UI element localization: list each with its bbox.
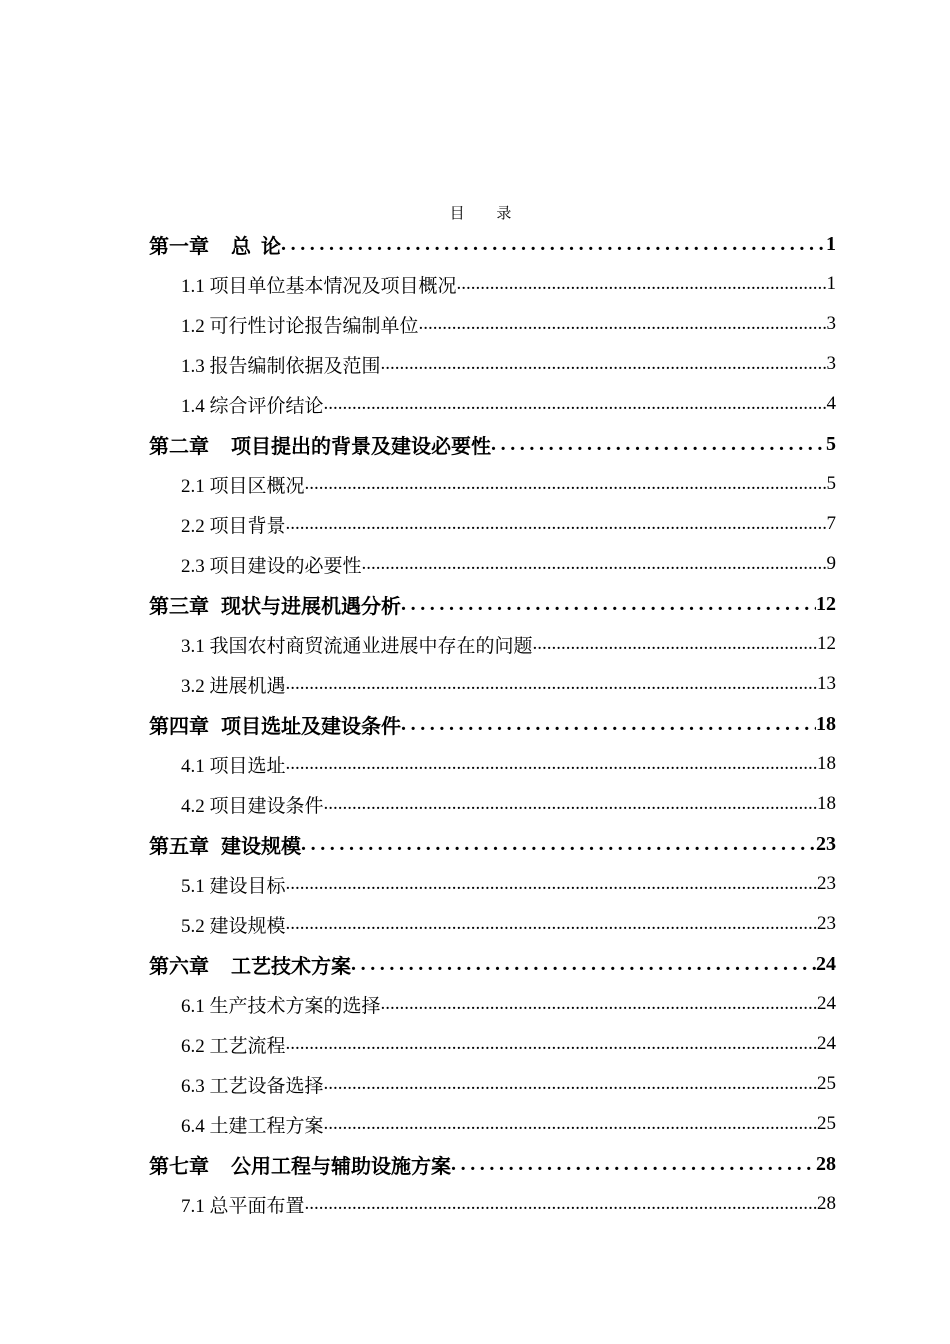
dot-leader bbox=[451, 1153, 816, 1176]
toc-entry-label bbox=[149, 1150, 451, 1179]
toc-entry-text: 1.3 报告编制依据及范围 bbox=[181, 355, 381, 377]
dot-leader bbox=[305, 473, 827, 495]
toc-entry-label bbox=[181, 1111, 324, 1138]
toc-entry-label bbox=[181, 631, 533, 658]
dot-leader bbox=[533, 633, 817, 655]
toc-page-number: 28 bbox=[816, 1152, 836, 1175]
toc-page-number: 25 bbox=[817, 1113, 836, 1134]
toc-section-entry[interactable] bbox=[149, 624, 836, 664]
toc-page-number: 23 bbox=[817, 873, 836, 894]
toc-page-number: 28 bbox=[817, 1193, 836, 1214]
toc-entry-label bbox=[181, 1071, 324, 1098]
dot-leader bbox=[305, 1193, 817, 1215]
toc-entry-text: 3.1 我国农村商贸流通业进展中存在的问题 bbox=[181, 635, 533, 657]
toc-section-entry[interactable] bbox=[149, 1064, 836, 1104]
toc-page-number: 24 bbox=[817, 1033, 836, 1054]
chapter-number: 第三章 bbox=[149, 595, 209, 618]
dot-leader bbox=[419, 313, 827, 335]
toc-page-number: 1 bbox=[826, 273, 836, 294]
dot-leader bbox=[491, 433, 826, 456]
toc-section-entry[interactable] bbox=[149, 504, 836, 544]
toc-page-number: 5 bbox=[826, 432, 836, 455]
toc-page-number: 13 bbox=[817, 673, 836, 694]
toc-entry-label bbox=[181, 791, 324, 818]
toc-entry-text: 1.1 项目单位基本情况及项目概况 bbox=[181, 275, 457, 297]
toc-page-number: 25 bbox=[817, 1073, 836, 1094]
toc-entry-label bbox=[181, 871, 286, 898]
toc-section-entry[interactable] bbox=[149, 784, 836, 824]
toc-entry-text: 6.4 土建工程方案 bbox=[181, 1115, 324, 1137]
toc-entry-label bbox=[181, 1191, 305, 1218]
toc-page-number: 23 bbox=[816, 832, 836, 855]
toc-entry-label bbox=[181, 391, 324, 418]
toc-entry-label bbox=[181, 551, 362, 578]
toc-entry-text: 4.2 项目建设条件 bbox=[181, 795, 324, 817]
toc-page-number: 18 bbox=[816, 712, 836, 735]
toc-entry-label bbox=[181, 1031, 286, 1058]
toc-entry-label bbox=[181, 671, 286, 698]
toc-page-number: 4 bbox=[826, 393, 836, 414]
toc-section-entry[interactable] bbox=[149, 264, 836, 304]
toc-page-number: 23 bbox=[817, 913, 836, 934]
toc-chapter-entry[interactable] bbox=[149, 1144, 836, 1184]
chapter-number: 第二章 bbox=[149, 435, 209, 458]
dot-leader bbox=[286, 873, 817, 895]
toc-entry-label bbox=[149, 710, 401, 739]
toc-page-number: 5 bbox=[826, 473, 836, 494]
toc-entry-text: 项目选址及建设条件 bbox=[221, 715, 401, 738]
toc-entry-text: 5.2 建设规模 bbox=[181, 915, 286, 937]
toc-chapter-entry[interactable] bbox=[149, 224, 836, 264]
toc-section-entry[interactable] bbox=[149, 744, 836, 784]
dot-leader bbox=[281, 233, 826, 256]
toc-entry-text: 5.1 建设目标 bbox=[181, 875, 286, 897]
toc-entry-text: 公用工程与辅助设施方案 bbox=[221, 1155, 451, 1178]
toc-entry-text: 2.2 项目背景 bbox=[181, 515, 286, 537]
dot-leader bbox=[286, 673, 817, 695]
toc-section-entry[interactable] bbox=[149, 864, 836, 904]
toc-section-entry[interactable] bbox=[149, 384, 836, 424]
chapter-number: 第一章 bbox=[149, 235, 209, 258]
toc-entry-label bbox=[181, 311, 419, 338]
dot-leader bbox=[362, 553, 827, 575]
toc-chapter-entry[interactable] bbox=[149, 704, 836, 744]
toc-entry-text: 1.4 综合评价结论 bbox=[181, 395, 324, 417]
toc-entry-label bbox=[181, 471, 305, 498]
dot-leader bbox=[286, 913, 817, 935]
toc-entry-label bbox=[149, 430, 491, 459]
toc-entry-label bbox=[181, 271, 457, 298]
toc-entry-label bbox=[181, 911, 286, 938]
toc-page-number: 12 bbox=[817, 633, 836, 654]
toc-page-number: 12 bbox=[816, 592, 836, 615]
dot-leader bbox=[324, 393, 827, 415]
toc-entry-label bbox=[149, 830, 301, 859]
toc-chapter-entry[interactable] bbox=[149, 424, 836, 464]
toc-page-number: 3 bbox=[826, 313, 836, 334]
toc-page-number: 18 bbox=[817, 753, 836, 774]
dot-leader bbox=[286, 513, 827, 535]
toc-page-number: 18 bbox=[817, 793, 836, 814]
toc-entry-text: 2.1 项目区概况 bbox=[181, 475, 305, 497]
toc-chapter-entry[interactable] bbox=[149, 824, 836, 864]
toc-page-number: 24 bbox=[816, 952, 836, 975]
toc-entry-text: 工艺技术方案 bbox=[221, 955, 351, 978]
toc-entry-label bbox=[181, 751, 286, 778]
dot-leader bbox=[324, 1113, 817, 1135]
toc-entry-label bbox=[181, 351, 381, 378]
dot-leader bbox=[381, 353, 827, 375]
toc-section-entry[interactable] bbox=[149, 464, 836, 504]
toc-entry-label bbox=[181, 991, 381, 1018]
dot-leader bbox=[324, 1073, 817, 1095]
toc-entry-text: 建设规模 bbox=[221, 835, 301, 858]
toc-entry-text: 6.2 工艺流程 bbox=[181, 1035, 286, 1057]
toc-page-number: 9 bbox=[826, 553, 836, 574]
dot-leader bbox=[457, 273, 827, 295]
dot-leader bbox=[381, 993, 817, 1015]
toc-entry-label bbox=[149, 230, 281, 259]
toc-chapter-entry[interactable] bbox=[149, 944, 836, 984]
toc-entry-label bbox=[149, 950, 351, 979]
toc-page-number: 1 bbox=[826, 232, 836, 255]
toc-section-entry[interactable] bbox=[149, 904, 836, 944]
chapter-number: 第七章 bbox=[149, 1155, 209, 1178]
dot-leader bbox=[324, 793, 817, 815]
chapter-number: 第六章 bbox=[149, 955, 209, 978]
toc-section-entry[interactable] bbox=[149, 344, 836, 384]
toc-entry-text: 3.2 进展机遇 bbox=[181, 675, 286, 697]
toc-entry-text: 项目提出的背景及建设必要性 bbox=[221, 435, 491, 458]
toc-page-number: 3 bbox=[826, 353, 836, 374]
toc-entry-text: 7.1 总平面布置 bbox=[181, 1195, 305, 1217]
toc-section-entry[interactable] bbox=[149, 304, 836, 344]
toc-page-number: 7 bbox=[826, 513, 836, 534]
toc-entry-text: 6.3 工艺设备选择 bbox=[181, 1075, 324, 1097]
toc-section-entry[interactable] bbox=[149, 1104, 836, 1144]
toc-entry-label bbox=[149, 590, 401, 619]
toc-entry-text: 2.3 项目建设的必要性 bbox=[181, 555, 362, 577]
dot-leader bbox=[301, 833, 816, 856]
toc-section-entry[interactable] bbox=[149, 544, 836, 584]
toc-title: 目 录 bbox=[449, 206, 526, 222]
dot-leader bbox=[351, 953, 816, 976]
toc-entry-text: 1.2 可行性讨论报告编制单位 bbox=[181, 315, 419, 337]
toc-entry-label bbox=[181, 511, 286, 538]
toc-section-entry[interactable] bbox=[149, 664, 836, 704]
dot-leader bbox=[286, 753, 817, 775]
dot-leader bbox=[401, 713, 816, 736]
toc-entry-text: 总 论 bbox=[221, 235, 281, 258]
toc-entry-text: 现状与进展机遇分析 bbox=[221, 595, 401, 618]
toc-section-entry[interactable] bbox=[149, 1184, 836, 1224]
toc-chapter-entry[interactable] bbox=[149, 584, 836, 624]
toc-entry-text: 4.1 项目选址 bbox=[181, 755, 286, 777]
toc-page-number: 24 bbox=[817, 993, 836, 1014]
toc-section-entry[interactable] bbox=[149, 1024, 836, 1064]
toc-section-entry[interactable] bbox=[149, 984, 836, 1024]
dot-leader bbox=[401, 593, 816, 616]
chapter-number: 第五章 bbox=[149, 835, 209, 858]
chapter-number: 第四章 bbox=[149, 715, 209, 738]
toc-entry-text: 6.1 生产技术方案的选择 bbox=[181, 995, 381, 1017]
table-of-contents bbox=[149, 224, 836, 1224]
dot-leader bbox=[286, 1033, 817, 1055]
